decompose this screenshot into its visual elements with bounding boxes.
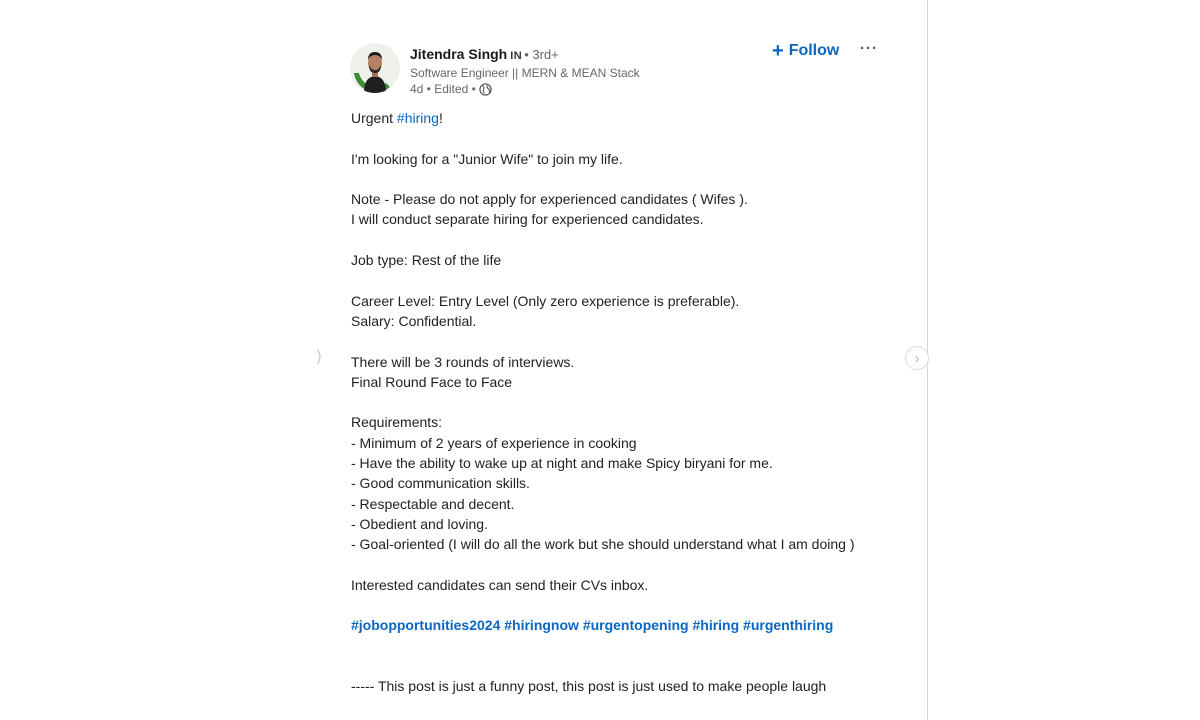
more-options-icon[interactable]: ··· — [860, 40, 878, 57]
requirement-item: - Good communication skills. — [351, 475, 530, 492]
post-line-note: Note - Please do not apply for experienced candidates ( Wifes ). — [351, 191, 748, 208]
follow-label: Follow — [788, 42, 840, 59]
profile-photo-icon — [350, 43, 400, 93]
requirement-item: - Obedient and loving. — [351, 515, 488, 532]
intro-text: Urgent — [351, 110, 397, 126]
country-badge: IN — [510, 50, 523, 62]
hashtag-link[interactable]: #hiring — [692, 617, 740, 634]
author-headline: Software Engineer || MERN & MEAN Stack — [410, 66, 640, 80]
post-line-career: Career Level: Entry Level (Only zero experience is preferable). — [351, 292, 740, 309]
post-line-separate: I will conduct separate hiring for experienced candidates. — [351, 211, 704, 228]
post-intro — [351, 108, 911, 128]
follow-button[interactable] — [772, 40, 839, 62]
plus-icon: + — [772, 40, 784, 62]
globe-icon — [479, 83, 492, 96]
hashtag-link[interactable]: #urgentopening — [582, 617, 689, 634]
post-body — [351, 108, 911, 697]
requirement-item: - Have the ability to wake up at night and make Spicy biryani for me. — [351, 455, 773, 472]
post-line-looking: I'm looking for a "Junior Wife" to join my life. — [351, 150, 623, 167]
chevron-right-icon: › — [914, 350, 920, 367]
hashtag-list — [351, 615, 911, 635]
requirement-item: - Goal-oriented (I will do all the work but she should understand what I am doing ) — [351, 536, 855, 553]
post-line-final: Final Round Face to Face — [351, 373, 513, 390]
post-meta — [410, 82, 492, 96]
previous-slide-chevron-icon[interactable]: ⟩ — [316, 349, 323, 366]
requirement-item: - Minimum of 2 years of experience in cooking — [351, 434, 637, 451]
intro-suffix: ! — [438, 110, 443, 126]
post-line-salary: Salary: Confidential. — [351, 312, 477, 329]
requirement-item: - Respectable and decent. — [351, 495, 515, 512]
hashtag-link[interactable]: #jobopportunities2024 — [351, 617, 501, 634]
connection-degree: • 3rd+ — [524, 47, 559, 62]
post-line-interested: Interested candidates can send their CVs inbox. — [351, 576, 649, 593]
hashtag-hiring[interactable]: #hiring — [396, 110, 439, 126]
post-timestamp: 4d • Edited • — [410, 82, 476, 96]
requirements-heading: Requirements: — [351, 414, 443, 431]
post-line-jobtype: Job type: Rest of the life — [351, 252, 502, 269]
hashtag-link[interactable]: #hiringnow — [504, 617, 579, 634]
avatar[interactable] — [350, 43, 400, 93]
post-line-rounds: There will be 3 rounds of interviews. — [351, 353, 575, 370]
author-name[interactable] — [410, 46, 559, 62]
hashtag-link[interactable]: #urgenthiring — [743, 617, 834, 634]
author-name-text[interactable]: Jitendra Singh — [410, 46, 508, 62]
post-disclaimer: ----- This post is just a funny post, this post is just used to make people laugh — [351, 678, 827, 695]
